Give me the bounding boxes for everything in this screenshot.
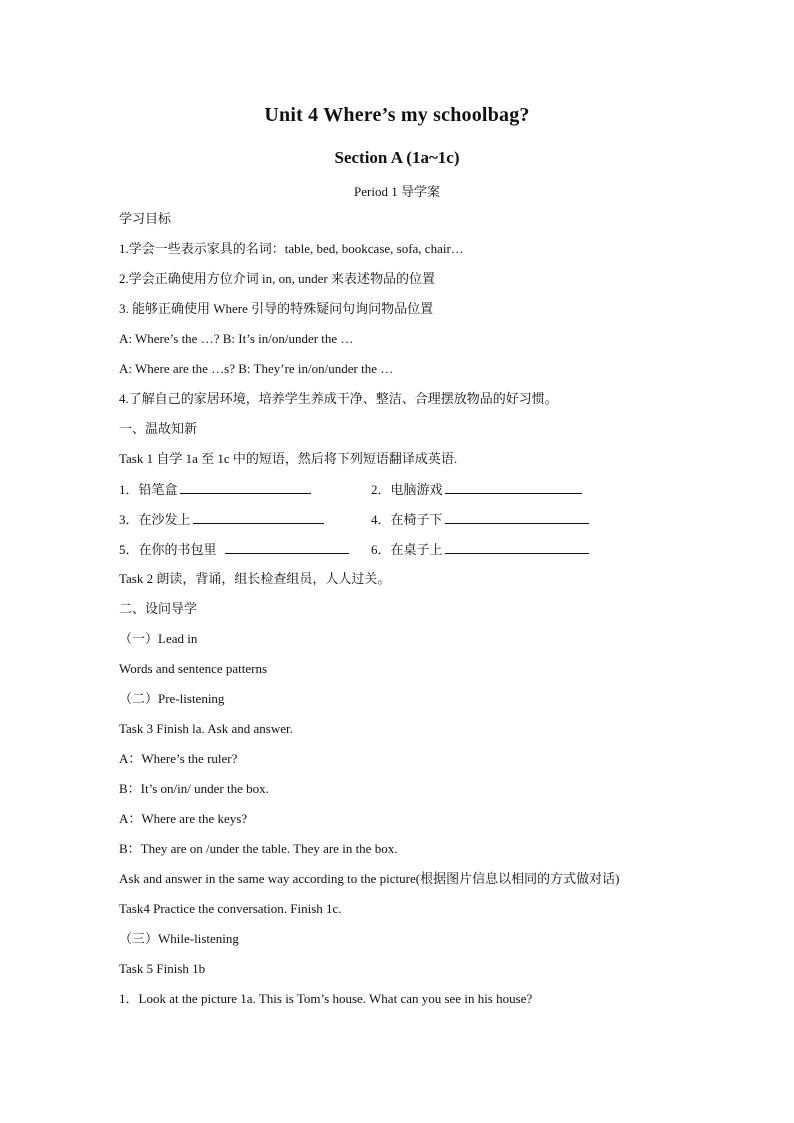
phrase-item (119, 510, 324, 529)
section2-heading: 二、设问导学 (119, 601, 198, 616)
period-label: Period 1 导学案 (354, 184, 440, 199)
dialogue-line: A：Where are the keys? (119, 811, 248, 826)
question-line: 1．Look at the picture 1a. This is Tom’s house. What can you see in his house? (119, 991, 533, 1006)
task1-instruction: Task 1 自学 1a 至 1c 中的短语，然后将下列短语翻译成英语. (119, 451, 458, 466)
phrase-item (371, 510, 589, 529)
phrase-item (371, 540, 589, 559)
phrase-label: 5．在你的书包里 (119, 542, 217, 557)
answer-blank[interactable] (445, 480, 582, 494)
task3-instruction: Task 3 Finish la. Ask and answer. (119, 721, 293, 736)
answer-blank[interactable] (445, 540, 589, 554)
section1-heading: 一、温故知新 (119, 421, 198, 436)
phrase-label: 4．在椅子下 (371, 512, 443, 527)
task2-instruction: Task 2 朗读，背诵，组长检查组员，人人过关。 (119, 571, 391, 586)
example-sentence: A: Where are the …s? B: They’re in/on/under the … (119, 361, 394, 376)
subsection-heading: （一）Lead in (119, 631, 198, 646)
objective-item: 4.了解自己的家居环境，培养学生养成干净、整洁、合理摆放物品的好习惯。 (119, 391, 558, 406)
dialogue-line: A：Where’s the ruler? (119, 751, 238, 766)
phrase-item (371, 480, 582, 499)
page-title: Unit 4 Where’s my schoolbag? (264, 104, 530, 126)
phrase-label: 1．铅笔盒 (119, 482, 178, 497)
phrase-label: 6．在桌子上 (371, 542, 443, 557)
subsection-heading: （三）While-listening (119, 931, 239, 946)
text-line: Ask and answer in the same way according to the picture(根据图片信息以相同的方式做对话) (119, 871, 620, 886)
answer-blank[interactable] (445, 510, 589, 524)
text-line: Words and sentence patterns (119, 661, 268, 676)
section-subtitle: Section A (1a~1c) (334, 148, 460, 167)
objective-item: 2.学会正确使用方位介词 in, on, under 来表述物品的位置 (119, 271, 435, 286)
task4-instruction: Task4 Practice the conversation. Finish 1c. (119, 901, 342, 916)
phrase-item (119, 540, 349, 559)
answer-blank[interactable] (193, 510, 324, 524)
answer-blank[interactable] (180, 480, 311, 494)
objective-item: 3. 能够正确使用 Where 引导的特殊疑问句询问物品位置 (119, 301, 434, 316)
phrase-label: 2．电脑游戏 (371, 482, 443, 497)
dialogue-line: B：They are on /under the table. They are in the box. (119, 841, 398, 856)
objectives-heading: 学习目标 (119, 211, 172, 226)
example-sentence: A: Where’s the …? B: It’s in/on/under the … (119, 331, 354, 346)
task5-instruction: Task 5 Finish 1b (119, 961, 206, 976)
objective-item: 1.学会一些表示家具的名词：table, bed, bookcase, sofa, chair… (119, 241, 464, 256)
dialogue-line: B：It’s on/in/ under the box. (119, 781, 269, 796)
phrase-label: 3．在沙发上 (119, 512, 191, 527)
phrase-item (119, 480, 311, 499)
subsection-heading: （二）Pre-listening (119, 691, 225, 706)
answer-blank[interactable] (225, 540, 349, 554)
